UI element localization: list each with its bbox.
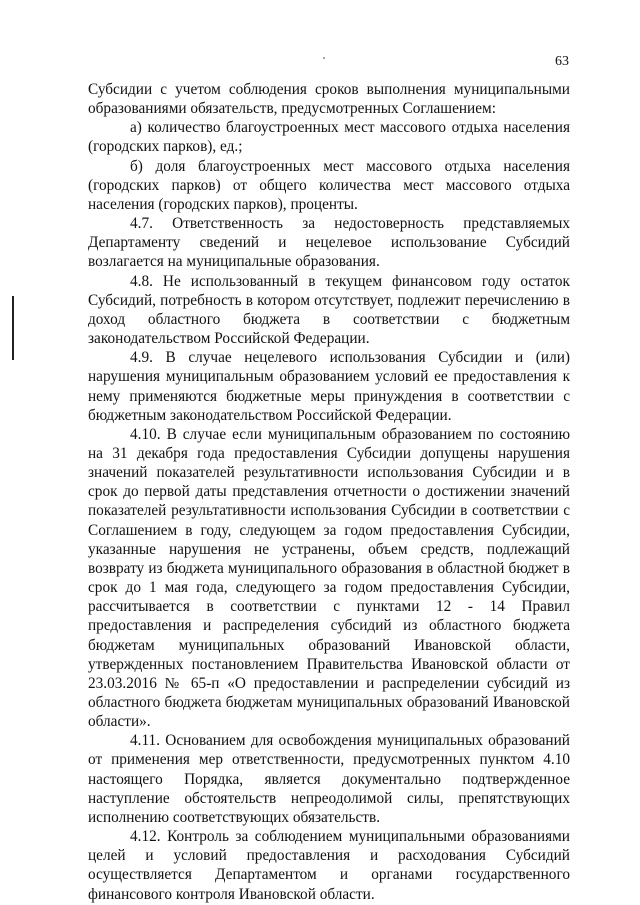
paragraph-4-11: 4.11. Основанием для освобождения муниципальных образований от применения мер ответственности, предусмотренных пунктом 4.10 настоящего Порядка, является документально подтвержденное наступление обстоятельств непреодолимой силы, препятствующих исполнению соответствующих обязательств.	[88, 732, 570, 826]
scan-speck	[323, 57, 325, 59]
paragraph-4-9: 4.9. В случае нецелевого использования Субсидии и (или) нарушения муниципальным образованием условий ее предоставления к нему применяются бюджетные меры принуждения в соответствии с бюджетным законодательством Российской Федерации.	[88, 349, 570, 424]
document-body	[88, 80, 570, 904]
paragraph-item-b: б) доля благоустроенных мест массового отдыха населения (городских парков) от общего количества мест массового отдыха населения (городских парков), проценты.	[88, 157, 570, 213]
paragraph-4-12: 4.12. Контроль за соблюдением муниципальными образованиями целей и условий предоставления и расходования Субсидий осуществляется Департаментом и органами государственного финансового контроля Ивановской области.	[88, 828, 570, 903]
paragraph-subsidy-intro: Субсидии с учетом соблюдения сроков выполнения муниципальными образованиями обязательств, предусмотренных Соглашением:	[88, 81, 570, 118]
paragraph-4-8: 4.8. Не использованный в текущем финансовом году остаток Субсидий, потребность в котором отсутствует, подлежит перечислению в доход областного бюджета в соответствии с бюджетным законодательством Российской Федерации.	[88, 272, 570, 348]
margin-mark	[12, 296, 14, 360]
paragraph-4-7: 4.7. Ответственность за недостоверность представляемых Департаменту сведений и нецелевое использование Субсидий возлагается на муниципальные образования.	[88, 215, 570, 271]
paragraph-item-a: а) количество благоустроенных мест массового отдыха населения (городских парков), ед.;	[88, 119, 570, 156]
page-number: 63	[555, 54, 569, 69]
paragraph-4-10: 4.10. В случае если муниципальным образованием по состоянию на 31 декабря года предоставления Субсидии допущены нарушения значений показателей результативности использования Субсидии и в срок до первой даты представления отчетности о достижении значений показателей результативности использования Субсидии в соответствии с Соглашением в году, следующем за годом предоставления Субсидии, указанные нарушения не устранены, объем средств, подлежащий возврату из бюджета муниципального образования в областной бюджет в срок до 1 мая года, следующего за годом предоставления Субсидии, рассчитывается в соответствии с пунктами 12 - 14 Правил предоставления и распределения субсидий из областного бюджета бюджетам муниципальных образований Ивановской области, утвержденных постановлением Правительства Ивановской области от 23.03.2016 № 65-п «О предоставлении и распределении субсидий из областного бюджета бюджетам муниципальных образований Ивановской области».	[88, 425, 570, 731]
